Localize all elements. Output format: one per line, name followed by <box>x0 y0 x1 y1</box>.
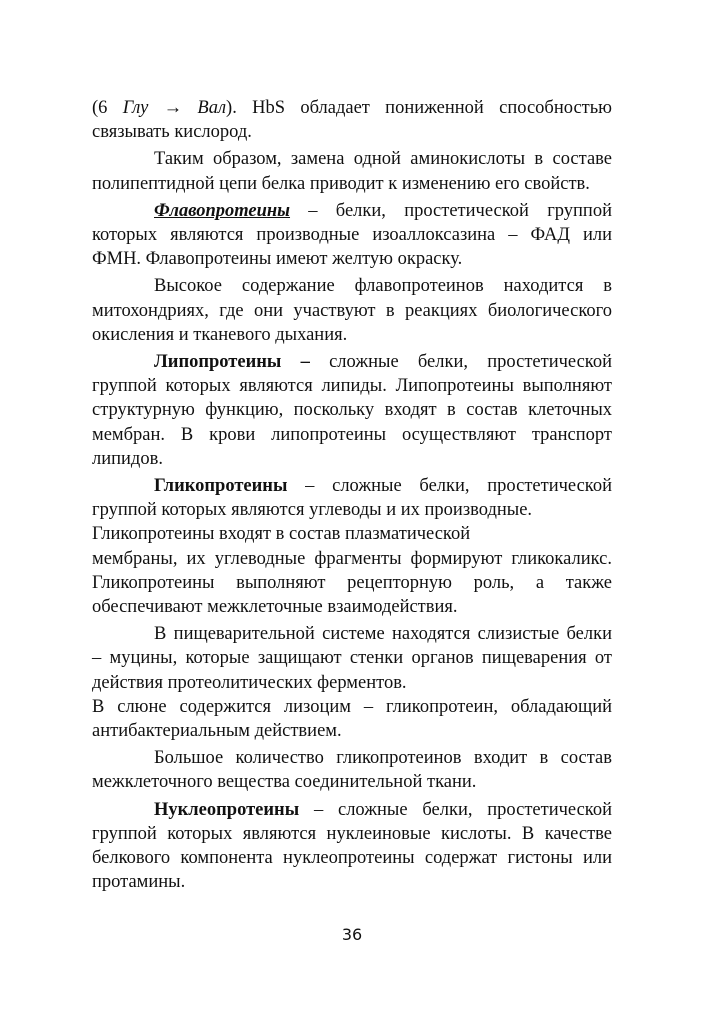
term-lipoproteins: Липопротеины – <box>154 352 310 373</box>
paragraph-glycoproteins <box>92 474 612 522</box>
text-flavoproteins: – белки, простетической группой которых являются производные изоаллоксазина – ФАД или ФМН. Флавопротеины имеют желтую окраску. <box>92 200 612 270</box>
paragraph-conclusion: Таким образом, замена одной аминокислоты в составе полипептидной цепи белка приводит к изменению его свойств. <box>92 149 612 194</box>
text-rest: ). HbS обладает пониженной способностью связывать кислород. <box>92 98 612 143</box>
paragraph-hbs <box>92 96 612 144</box>
paragraph-mitochondria-line1: Высокое содержание флавопротеинов находится в <box>154 276 612 297</box>
term-val: Вал <box>197 98 227 118</box>
text-lipoproteins: сложные белки, простетической группой которых являются липиды. Липопротеины выполняют структурную функцию, поскольку входят в состав клеточных мембран. В крови липопротеины осуществляют транспорт липидов. <box>92 352 612 469</box>
paragraph-lipoproteins <box>92 350 612 471</box>
paragraph-glycoproteins-rest: мембраны, их углеводные фрагменты формируют гликокаликс. Гликопротеины выполняют рецепторную роль, а также обеспечивают межклеточные взаимодействия. <box>92 548 612 618</box>
paragraph-lysozyme: В слюне содержится лизоцим – гликопротеин, обладающий антибактериальным действием. <box>92 696 612 742</box>
paragraph-connective-tissue: Большое количество гликопротеинов входит в состав межклеточного вещества соединительной ткани. <box>92 748 612 793</box>
page-text <box>92 96 612 895</box>
term-nucleoproteins: Нуклеопротеины <box>154 799 300 820</box>
text-glycoproteins-1: – сложные белки, простетической группой которых являются углеводы и их производные. <box>92 476 612 521</box>
paragraph-nucleoproteins <box>92 798 612 895</box>
term-glycoproteins: Гликопротеины <box>154 476 288 497</box>
paragraph-mucins: В пищеварительной системе находятся слизистые белки – муцины, которые защищают стенки органов пищеварения от действия протеолитических ферментов. <box>92 624 612 693</box>
paragraph-mitochondria: митохондриях, где они участвуют в реакциях биологического окисления и тканевого дыхания. <box>92 300 612 345</box>
term-flavoproteins: Флавопротеины <box>154 200 291 221</box>
paragraph-flavoproteins <box>92 199 612 272</box>
term-glu: Глу <box>122 98 149 118</box>
arrow-icon: → <box>148 98 198 118</box>
text-open: (6 <box>92 98 123 118</box>
page-number: 36 <box>341 925 363 944</box>
paragraph-glycoproteins-line3: Гликопротеины входят в состав плазматической <box>92 524 471 545</box>
text-nucleoproteins: – сложные белки, простетической группой которых являются нуклеиновые кислоты. В качестве белкового компонента нуклеопротеины содержат гистоны или протамины. <box>92 799 612 893</box>
